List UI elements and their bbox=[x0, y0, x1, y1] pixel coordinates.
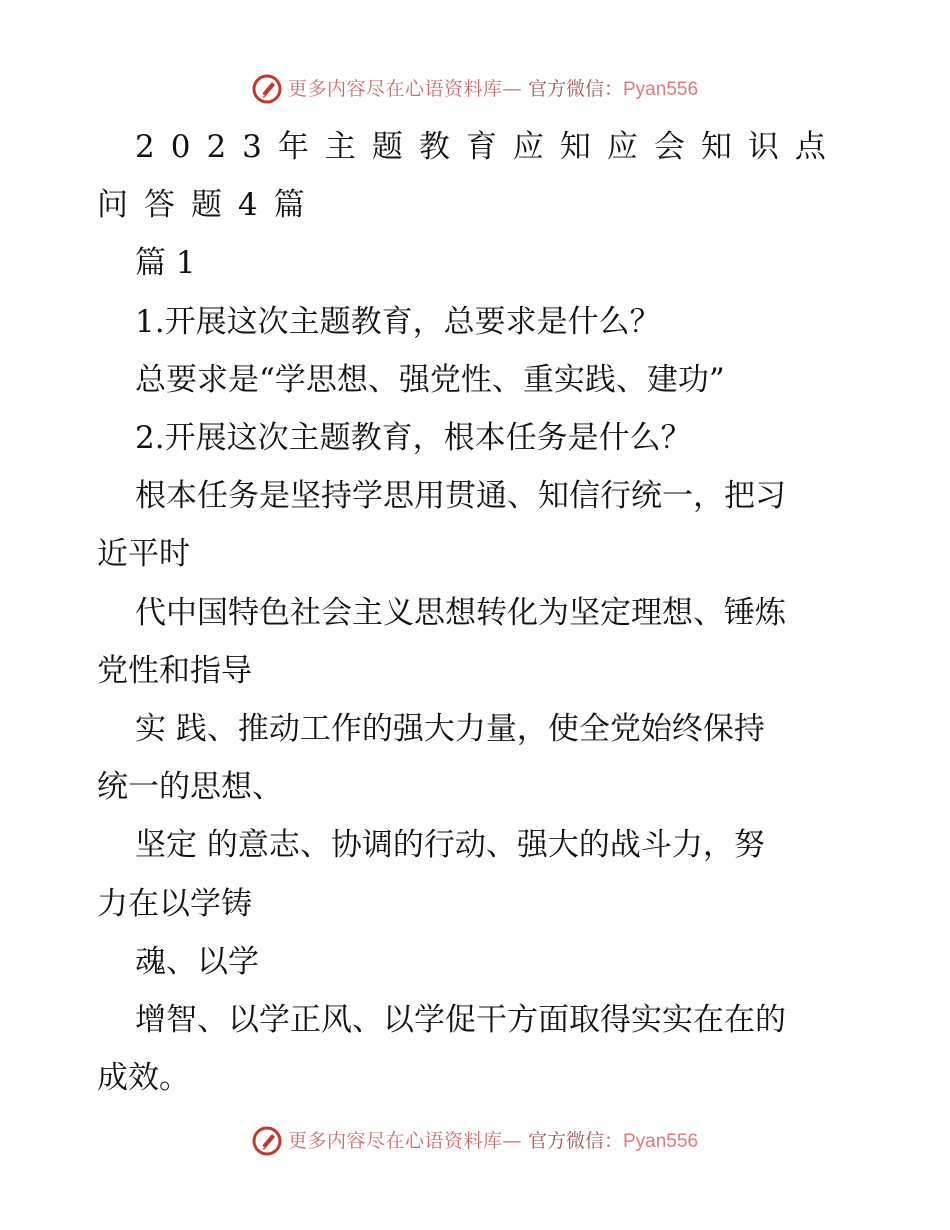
pen-logo-icon bbox=[252, 1126, 282, 1156]
paragraph-line: 篇 1 bbox=[135, 245, 196, 282]
paragraph-line: 坚定 的意志、协调的行动、强大的战斗力，努 bbox=[135, 827, 765, 864]
watermark-contact-label: 官方微信： bbox=[527, 1129, 623, 1152]
watermark-text: 更多内容尽在心语资料库— bbox=[287, 1130, 522, 1152]
paragraph-line: 力在以学铸 bbox=[97, 885, 252, 922]
paragraph-line: 增智、以学正风、以学促干方面取得实实在在的 bbox=[135, 1002, 786, 1039]
paragraph-line: 近平时 bbox=[97, 536, 190, 573]
paragraph-line: 代中国特色社会主义思想转化为坚定理想、锤炼 bbox=[135, 594, 786, 631]
document-lines bbox=[97, 234, 857, 1107]
paragraph-line: 统一的思想、 bbox=[97, 769, 283, 806]
watermark-contact-label: 官方微信： bbox=[527, 77, 623, 100]
watermark-contact-id: Pyan556 bbox=[623, 1130, 699, 1152]
watermark-footer bbox=[0, 1126, 950, 1156]
watermark-contact bbox=[528, 75, 698, 104]
paragraph-line: 根本任务是坚持学思用贯通、知信行统一，把习 bbox=[135, 478, 786, 515]
watermark-text: 更多内容尽在心语资料库— bbox=[287, 78, 522, 100]
paragraph-line: 成效。 bbox=[97, 1060, 190, 1097]
document-body bbox=[97, 118, 857, 1107]
document-title: 2023年主题教育应知应会知识点问答题4篇 bbox=[97, 129, 842, 224]
paragraph-line: 实 践、推动工作的强大力量，使全党始终保持 bbox=[135, 711, 765, 748]
watermark-contact-id: Pyan556 bbox=[623, 78, 699, 100]
paragraph-line: 总要求是“学思想、强党性、重实践、建功” bbox=[135, 361, 725, 398]
pen-logo-icon bbox=[252, 74, 282, 104]
paragraph-line: 1.开展这次主题教育，总要求是什么？ bbox=[135, 303, 661, 340]
paragraph-line: 2.开展这次主题教育，根本任务是什么？ bbox=[135, 420, 692, 457]
watermark-contact bbox=[528, 1127, 698, 1156]
watermark-header bbox=[0, 74, 950, 104]
paragraph-line: 魂、以学 bbox=[135, 943, 259, 980]
paragraph-line: 党性和指导 bbox=[97, 652, 252, 689]
